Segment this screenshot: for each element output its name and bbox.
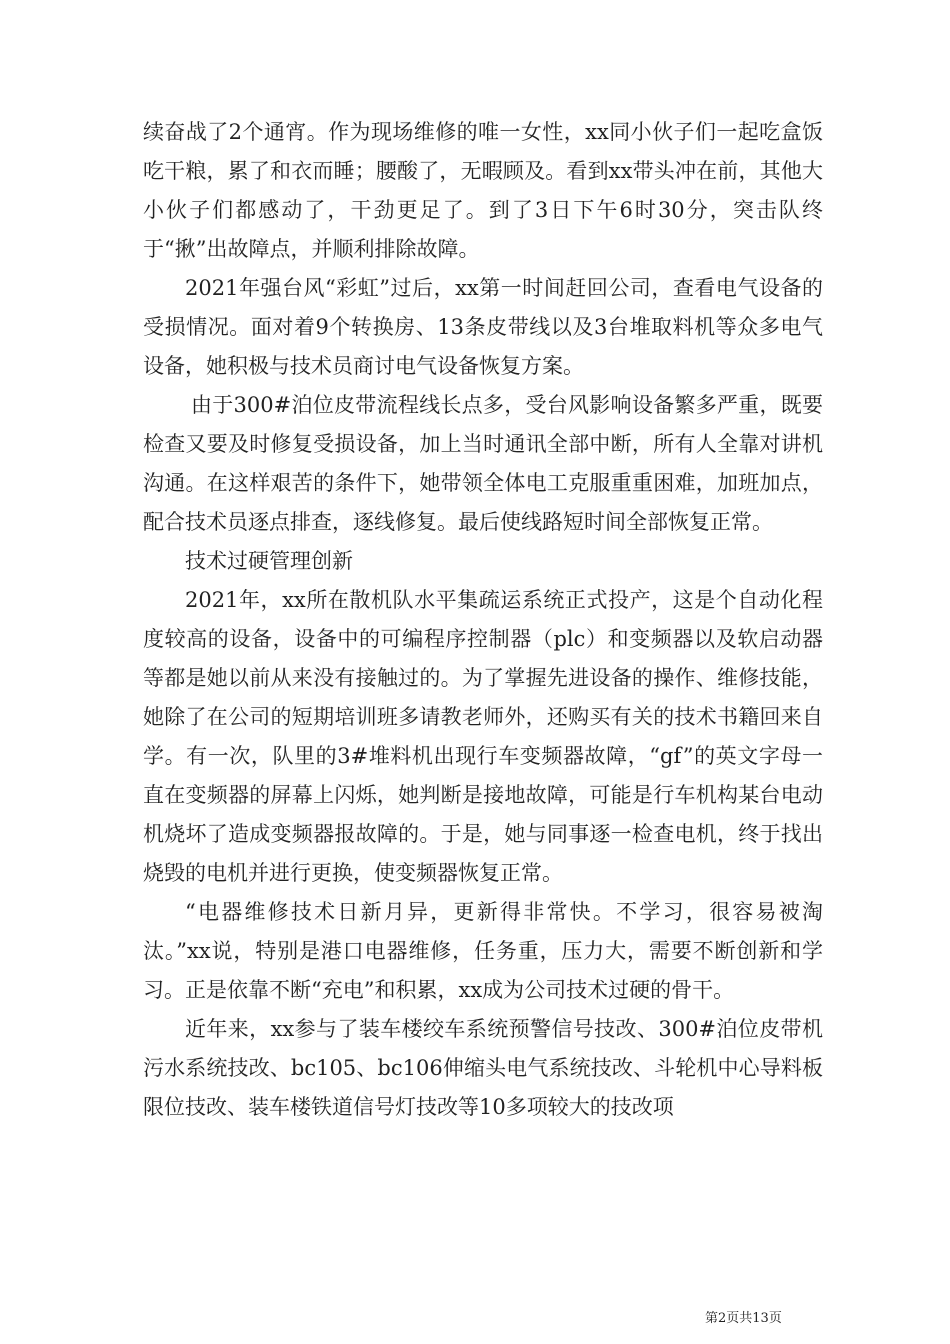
paragraph-2: 2021年强台风“彩虹”过后，xx第一时间赶回公司，查看电气设备的受损情况。面对着9个转换房、13条皮带线以及3台堆取料机等众多电气设备，她积极与技术员商讨电气设备恢复方案。 — [143, 276, 823, 378]
paragraph-5: “电器维修技术日新月异，更新得非常快。不学习，很容易被淘汰。”xx说，特别是港口电器维修，任务重，压力大，需要不断创新和学习。正是依靠不断“充电”和积累，xx成为公司技术过硬的骨干。 — [143, 900, 823, 1002]
paragraph-1: 续奋战了2个通宵。作为现场维修的唯一女性，xx同小伙子们一起吃盒饭吃干粮，累了和衣而睡；腰酸了，无暇顾及。看到xx带头冲在前，其他大小伙子们都感动了，干劲更足了。到了3日下午6时30分，突击队终于“揪”出故障点，并顺利排除故障。 — [143, 120, 823, 261]
paragraph-3: 由于300#泊位皮带流程线长点多，受台风影响设备繁多严重，既要检查又要及时修复受损设备，加上当时通讯全部中断，所有人全靠对讲机沟通。在这样艰苦的条件下，她带领全体电工克服重重困难，加班加点，配合技术员逐点排查，逐线修复。最后使线路短时间全部恢复正常。 — [143, 393, 823, 534]
paragraph-4: 2021年，xx所在散机队水平集疏运系统正式投产，这是个自动化程度较高的设备，设备中的可编程序控制器（plc）和变频器以及软启动器等都是她以前从来没有接触过的。为了掌握先进设备的操作、维修技能，她除了在公司的短期培训班多请教老师外，还购买有关的技术书籍回来自学。有一次，队里的3#堆料机出现行车变频器故障，“gf”的英文字母一直在变频器的屏幕上闪烁，她判断是接地故障，可能是行车机构某台电动机烧坏了造成变频器报故障的。于是，她与同事逐一检查电机，终于找出烧毁的电机并进行更换，使变频器恢复正常。 — [143, 588, 823, 885]
page-number: 第2页共13页 — [705, 1311, 782, 1326]
section-heading: 技术过硬管理创新 — [185, 549, 353, 573]
document-body — [143, 113, 823, 1127]
paragraph-6: 近年来，xx参与了装车楼绞车系统预警信号技改、300#泊位皮带机污水系统技改、bc105、bc106伸缩头电气系统技改、斗轮机中心导料板限位技改、装车楼铁道信号灯技改等10多项较大的技改项 — [143, 1017, 823, 1119]
